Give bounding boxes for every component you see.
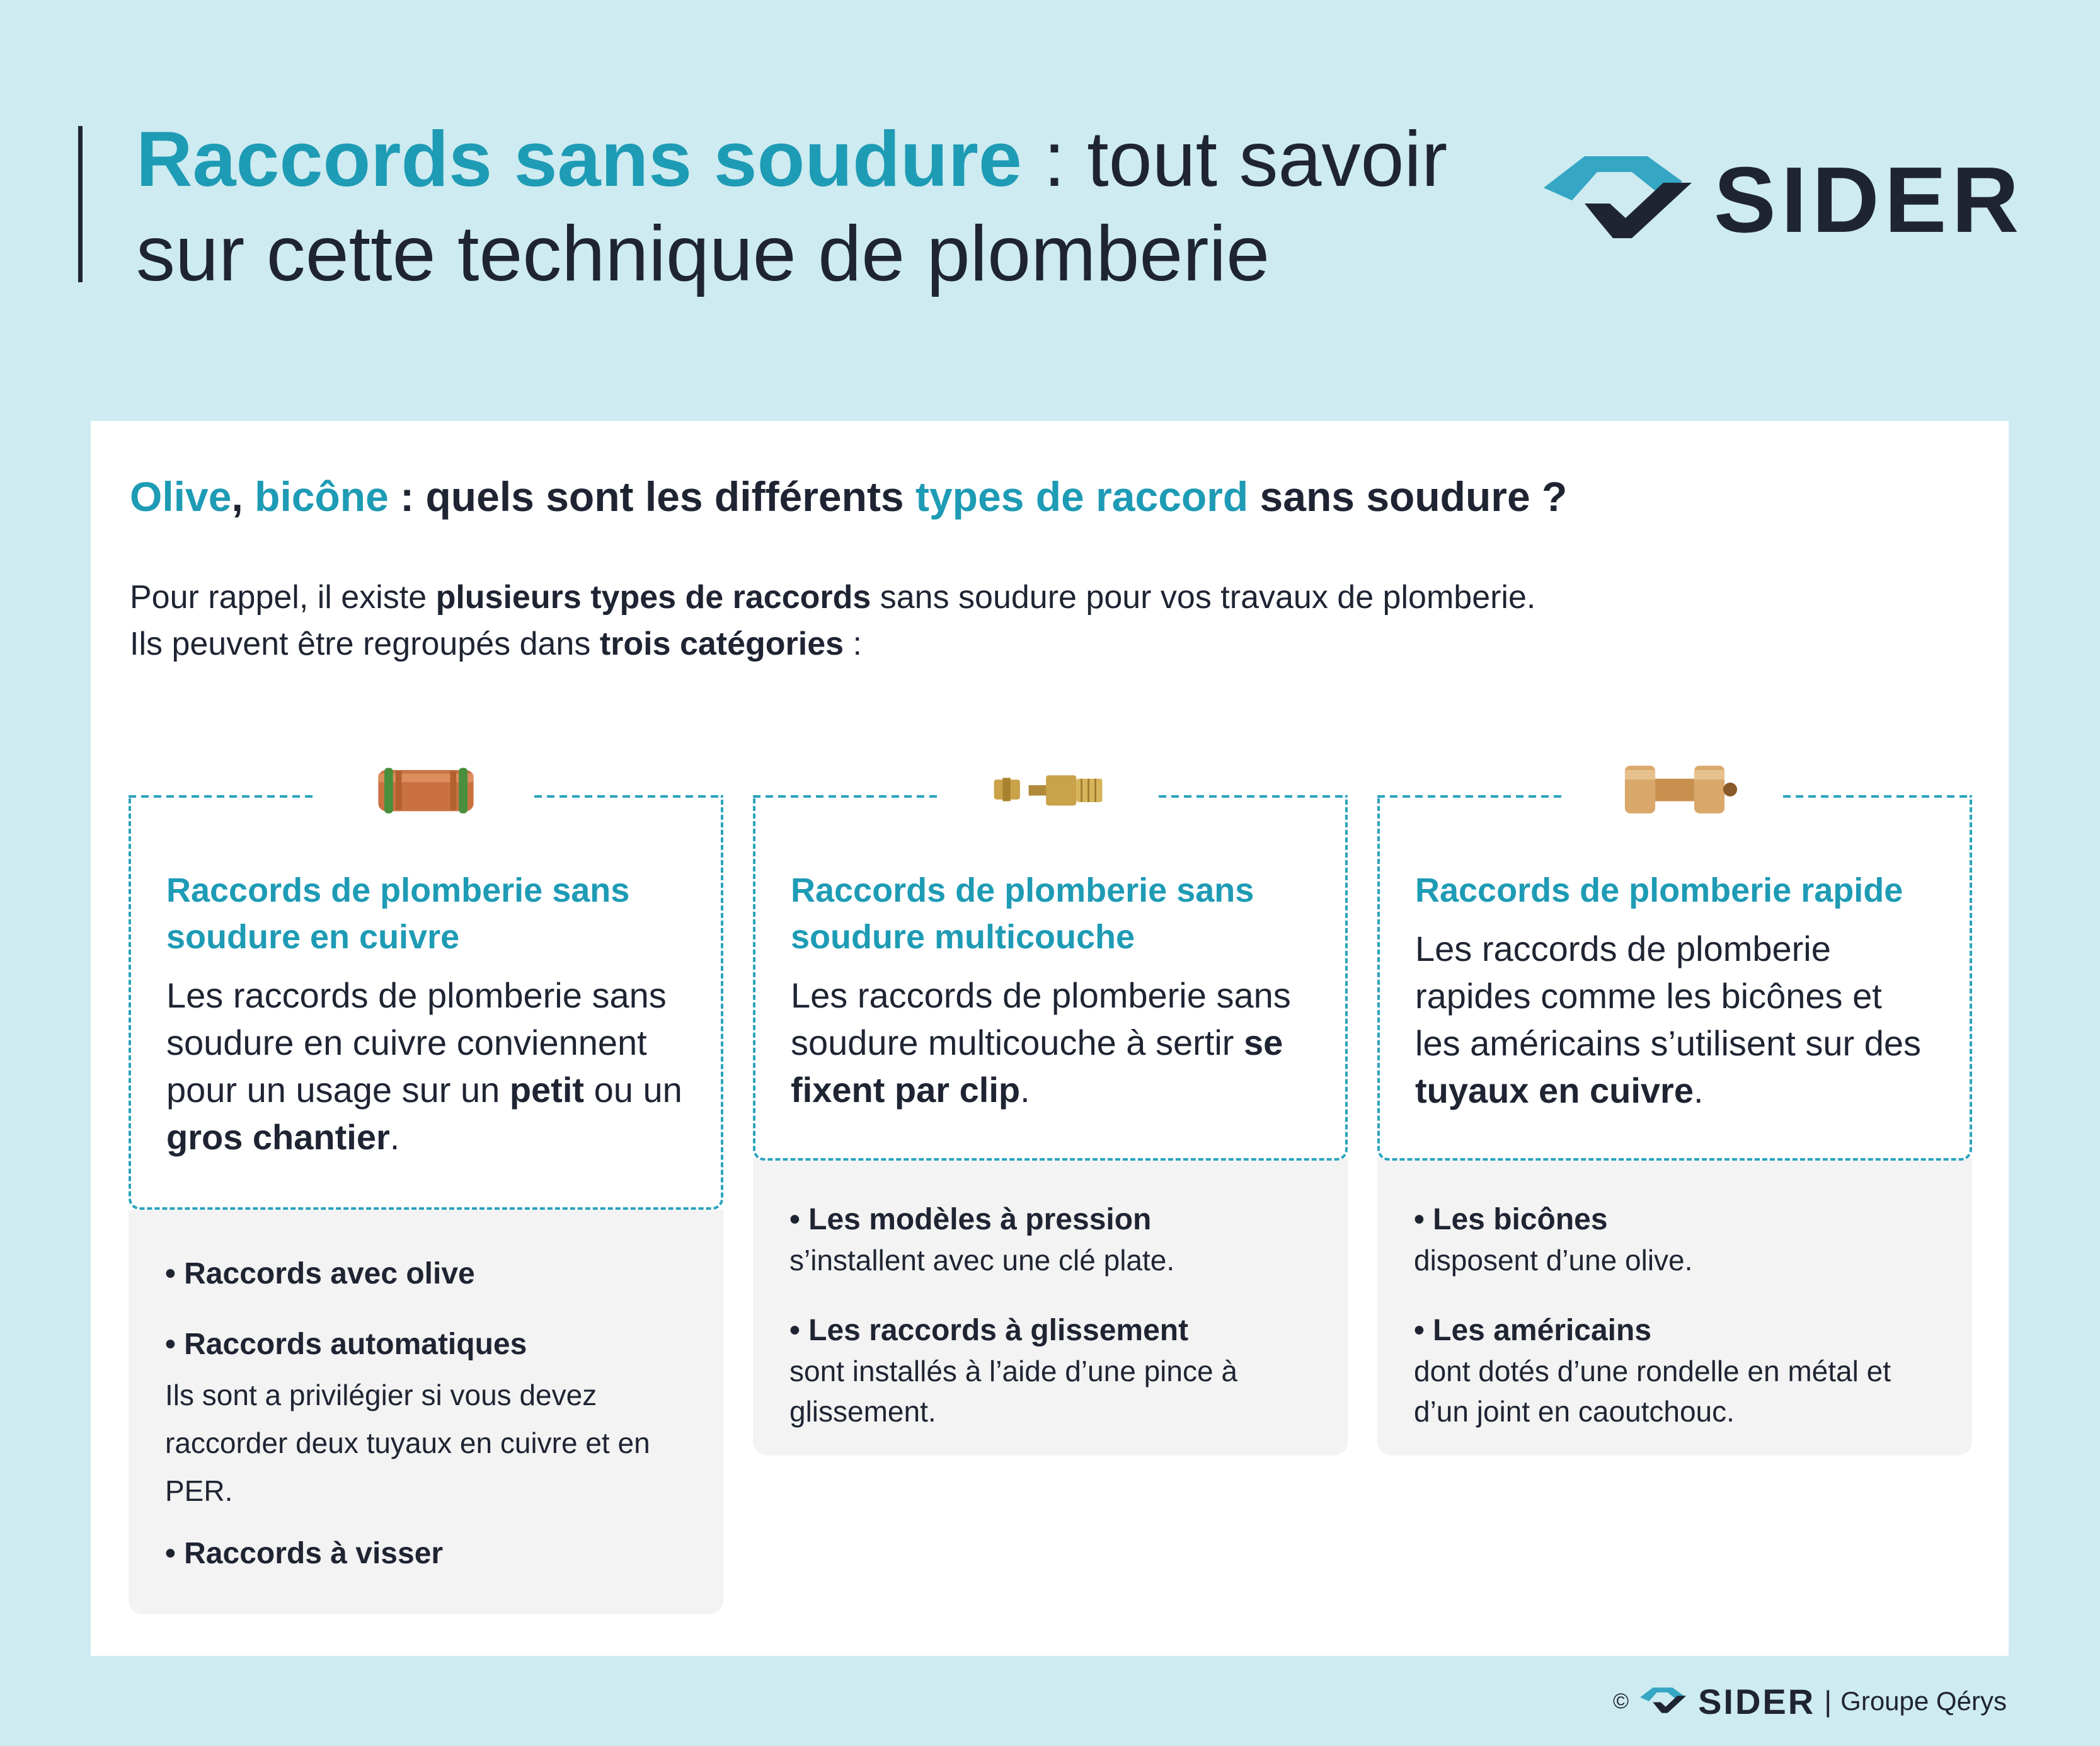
section-title	[130, 471, 1957, 522]
sider-logo-small-icon	[1638, 1684, 1692, 1719]
desc-text: Les raccords de plomberie sans soudure en cuivre conviennent pour un usage sur un	[166, 975, 667, 1110]
sider-logo-text: SIDER	[1714, 148, 2024, 252]
copper-fitting-icon	[325, 749, 527, 830]
category-summary-box	[1377, 795, 1972, 1161]
category-title: Raccords de plomberie sans soudure en cuivre	[166, 871, 630, 956]
detail-heading: • Raccords avec olive	[165, 1257, 475, 1290]
category-details-box	[753, 1158, 1348, 1456]
detail-heading: • Les raccords à glissement	[789, 1314, 1189, 1347]
desc-text: Les raccords de plomberie sans soudure multicouche à sertir	[791, 975, 1291, 1062]
quick-fitting-image	[1377, 749, 1972, 830]
sider-logo-icon	[1537, 144, 1707, 257]
brass-fitting-icon	[950, 749, 1151, 830]
detail-heading: • Raccords à visser	[165, 1537, 444, 1570]
category-summary-box	[129, 795, 723, 1210]
sider-logo	[1537, 144, 2029, 257]
category-description	[791, 972, 1310, 1149]
section-title-comma: ,	[231, 473, 255, 520]
desc-text: .	[1693, 1071, 1704, 1110]
intro-text: :	[844, 626, 862, 662]
content-card	[91, 421, 2009, 1656]
compression-fitting-icon	[1574, 749, 1776, 830]
section-title-end: sans soudure ?	[1248, 473, 1568, 520]
desc-bold: se fixent par clip	[791, 1023, 1283, 1110]
desc-text: Les raccords de plomberie rapides comme les bicônes et les américains s’utilisent sur des	[1415, 929, 1921, 1063]
category-title: Raccords de plomberie sans soudure multicouche	[791, 871, 1254, 956]
detail-text: Ils sont a privilégier si vous devez raccorder deux tuyaux en cuivre et en PER.	[165, 1379, 650, 1507]
detail-text: sont installés à l’aide d’une pince à glissement.	[789, 1355, 1237, 1428]
category-description	[1415, 925, 1934, 1149]
category-details-box	[129, 1210, 723, 1614]
category-description	[166, 972, 686, 1196]
section-title-types: types de raccord	[915, 473, 1249, 520]
desc-text: .	[389, 1117, 400, 1157]
multilayer-fitting-image	[753, 749, 1348, 830]
desc-bold: petit	[509, 1070, 585, 1110]
footer-brand: SIDER	[1698, 1681, 1816, 1721]
page-title	[136, 112, 1491, 301]
section-title-mid: : quels sont les différents	[388, 473, 915, 520]
category-summary-box	[753, 795, 1348, 1161]
detail-heading: • Raccords automatiques	[165, 1328, 527, 1361]
footer-group: Groupe Qérys	[1840, 1686, 2007, 1716]
desc-text: ou un	[584, 1070, 682, 1110]
detail-text: dont dotés d’une rondelle en métal et d’un joint en caoutchouc.	[1414, 1355, 1891, 1428]
desc-bold: tuyaux en cuivre	[1415, 1071, 1694, 1110]
intro-text: Pour rappel, il existe	[130, 579, 436, 616]
category-title: Raccords de plomberie rapide	[1415, 871, 1903, 909]
header-accent-bar	[78, 126, 83, 282]
footer	[1613, 1676, 2007, 1726]
section-title-olive: Olive	[130, 473, 232, 520]
intro-line-2	[130, 621, 1957, 667]
intro-text: sans soudure pour vos travaux de plomberie.	[871, 579, 1536, 616]
intro-text: Ils peuvent être regroupés dans	[130, 626, 600, 662]
intro-paragraph	[130, 574, 1957, 667]
page-title-rest: : tout savoir sur cette technique de plomberie	[136, 116, 1448, 297]
intro-bold: trois catégories	[599, 626, 844, 662]
section-title-bicone: bicône	[255, 473, 389, 520]
intro-bold: plusieurs types de raccords	[435, 579, 871, 616]
detail-heading: • Les américains	[1414, 1314, 1652, 1347]
desc-bold: gros chantier	[166, 1117, 390, 1157]
footer-separator: |	[1824, 1685, 1832, 1718]
intro-line-1	[130, 574, 1957, 621]
category-details-box	[1377, 1158, 1972, 1456]
detail-heading: • Les modèles à pression	[789, 1203, 1152, 1236]
page-title-accent: Raccords sans soudure	[136, 116, 1022, 203]
desc-text: .	[1020, 1070, 1030, 1110]
copyright-symbol: ©	[1613, 1689, 1629, 1713]
detail-text: s’installent avec une clé plate.	[789, 1244, 1175, 1277]
copper-fitting-image	[129, 749, 723, 830]
detail-text: disposent d’une olive.	[1414, 1244, 1693, 1277]
detail-heading: • Les bicônes	[1414, 1203, 1608, 1236]
